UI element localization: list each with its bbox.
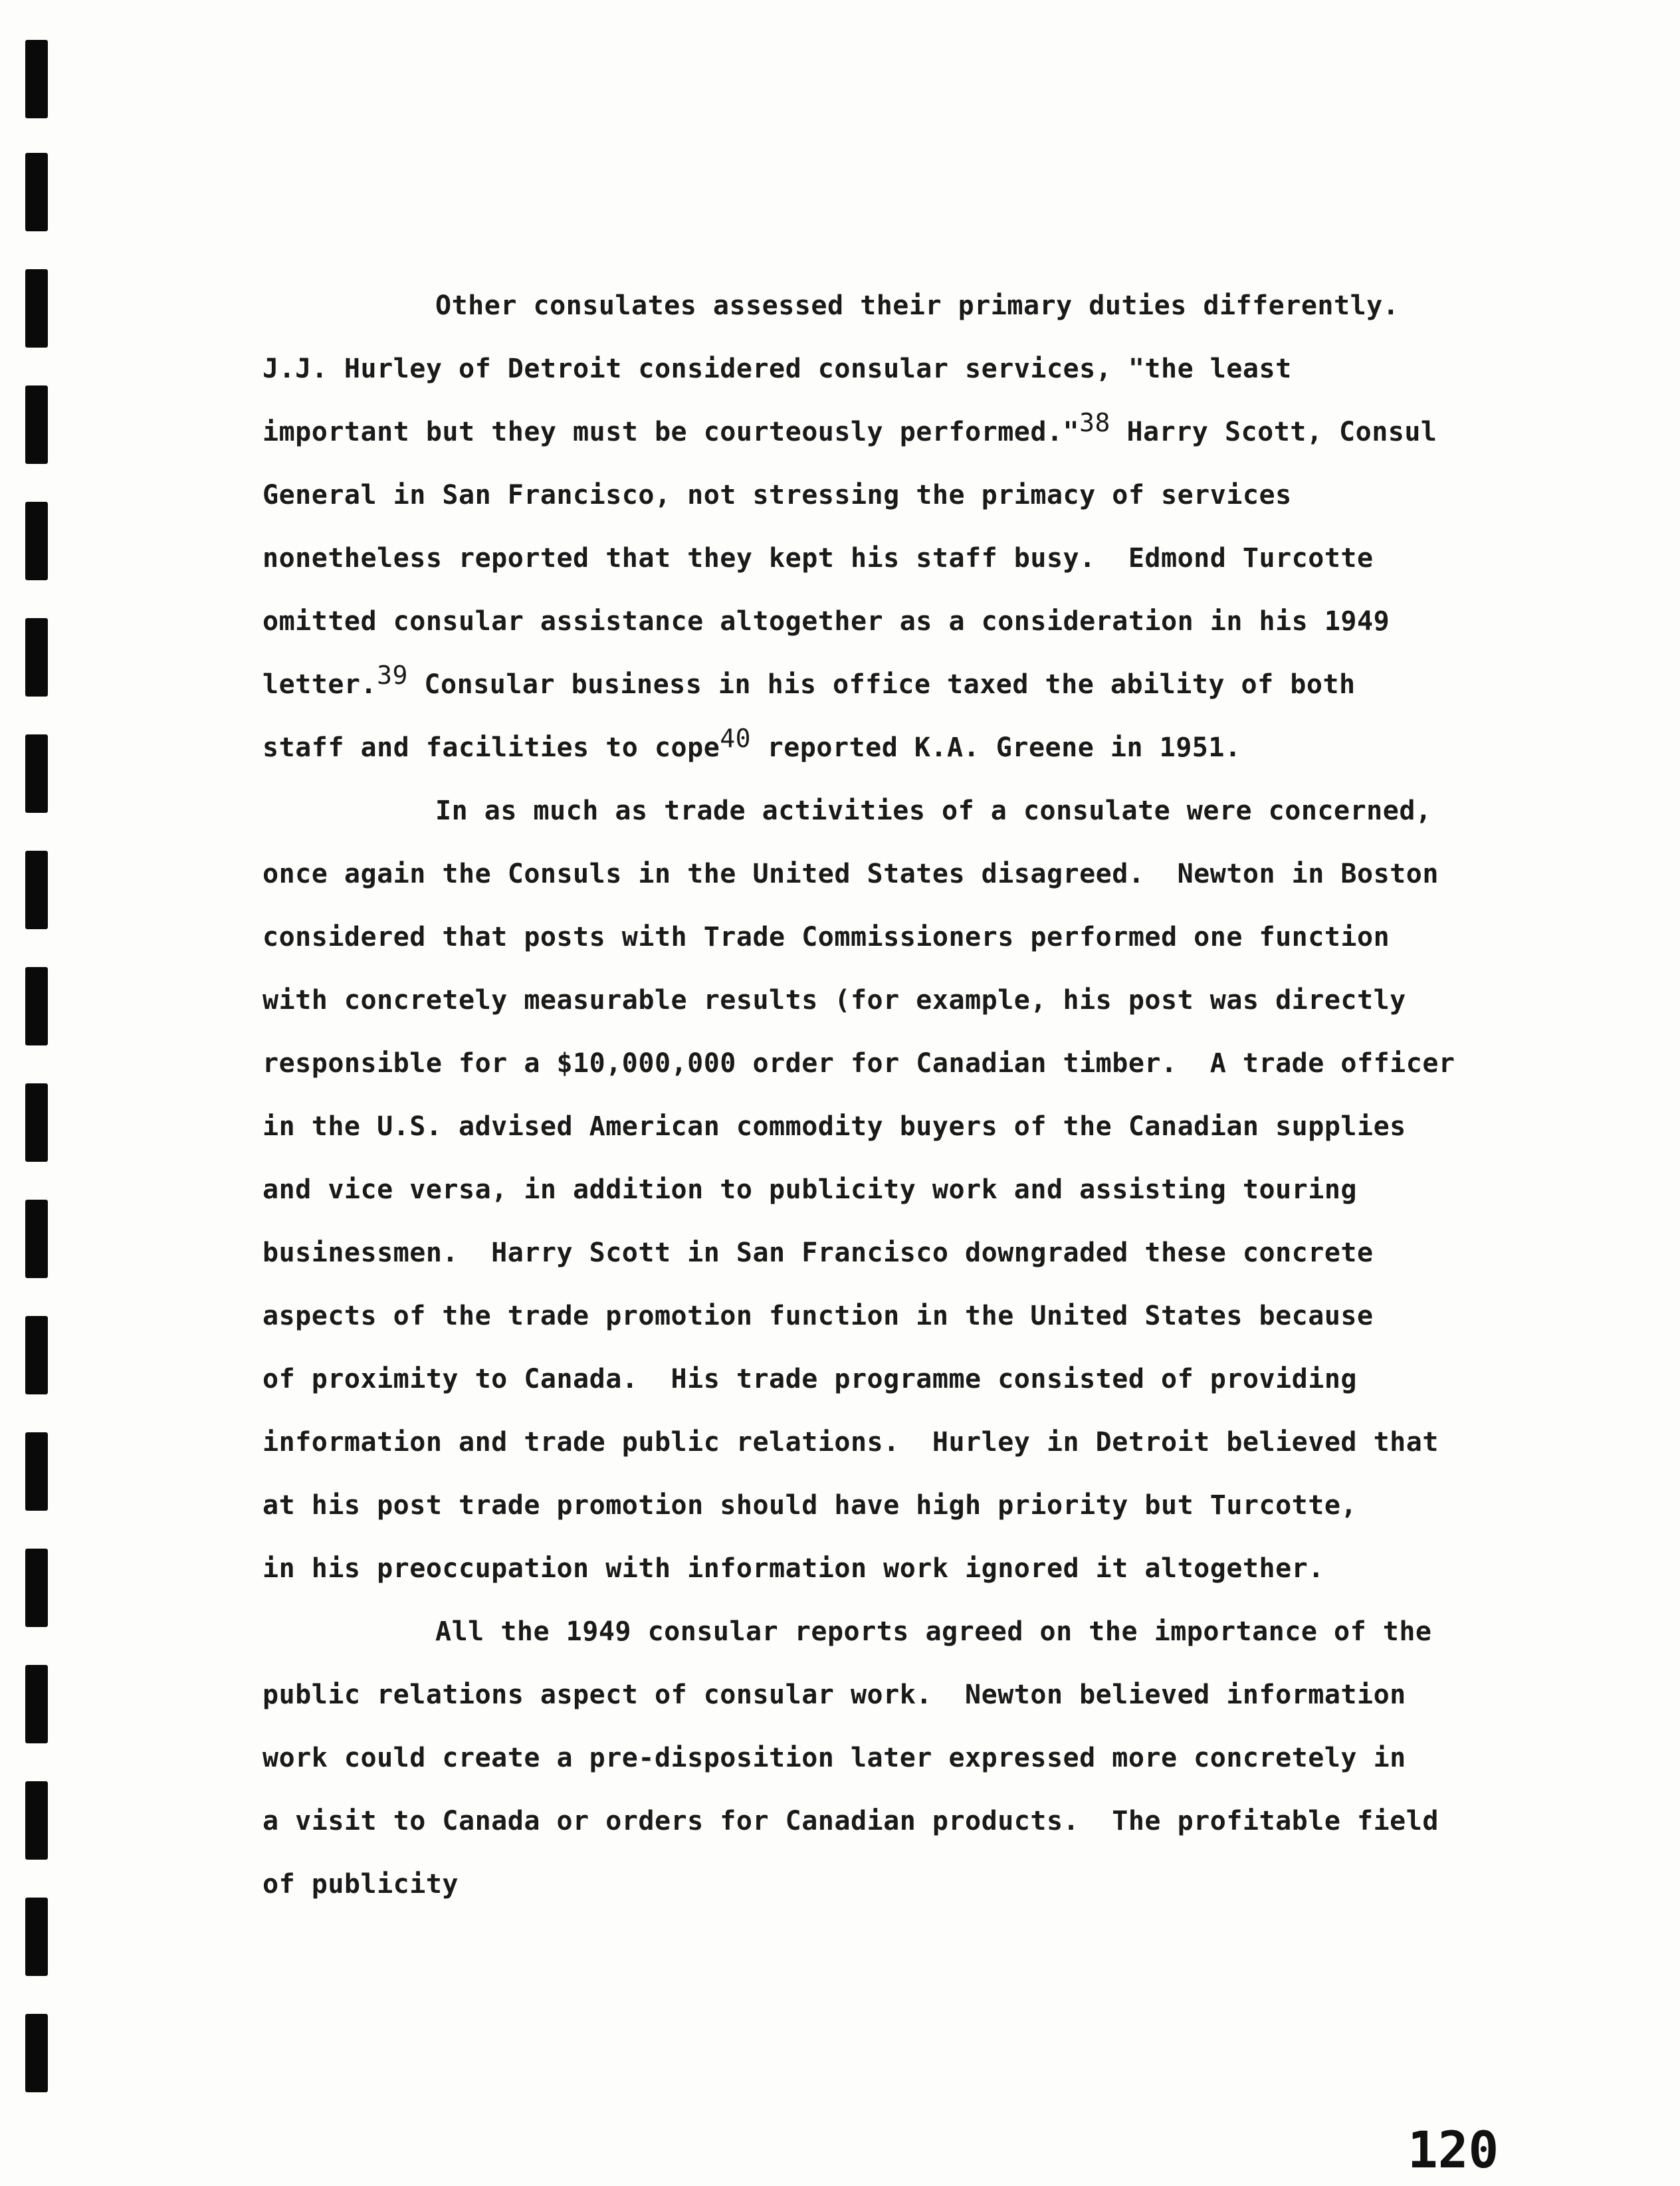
binding-mark	[25, 1898, 48, 1976]
text-line: General in San Francisco, not stressing the primacy of services	[262, 480, 1292, 510]
binding-mark	[25, 1549, 48, 1627]
binding-mark	[25, 1316, 48, 1394]
binding-mark	[25, 153, 48, 231]
text-line: All the 1949 consular reports agreed on the importance of the	[435, 1616, 1432, 1647]
text-line: information and trade public relations. Hurley in Detroit believed that	[262, 1427, 1439, 1458]
binding-mark	[25, 502, 48, 580]
text-line: once again the Consuls in the United States disagreed. Newton in Boston	[262, 859, 1439, 889]
text-line: and vice versa, in addition to publicity work and assisting touring	[262, 1174, 1357, 1205]
text-line: work could create a pre-disposition later expressed more concretely in	[262, 1743, 1406, 1773]
binding-mark	[25, 734, 48, 813]
binding-mark	[25, 1781, 48, 1860]
text-line: nonetheless reported that they kept his staff busy. Edmond Turcotte	[262, 543, 1374, 574]
text-line: responsible for a $10,000,000 order for Canadian timber. A trade officer	[262, 1048, 1455, 1079]
binding-mark	[25, 2014, 48, 2092]
binding-mark	[25, 1200, 48, 1278]
binding-mark	[25, 40, 48, 118]
text-line: important but they must be courteously performed."$^{38}$ Harry Scott, Consul	[262, 408, 1437, 447]
text-line: letter.$^{39}$ Consular business in his office taxed the ability of both	[262, 661, 1356, 700]
text-line: aspects of the trade promotion function in the United States because	[262, 1301, 1374, 1331]
page-number: 120	[1408, 2120, 1499, 2179]
binding-mark	[25, 851, 48, 929]
binding-mark	[25, 967, 48, 1045]
text-line: Other consulates assessed their primary duties differently.	[435, 290, 1400, 321]
text-line: of publicity	[262, 1869, 459, 1900]
text-line: J.J. Hurley of Detroit considered consular services, "the least	[262, 354, 1292, 384]
binding-mark	[25, 1083, 48, 1162]
binding-marks	[25, 40, 52, 2167]
text-line: public relations aspect of consular work. Newton believed information	[262, 1680, 1406, 1710]
footnote-ref: 39	[377, 661, 408, 690]
text-line: of proximity to Canada. His trade programme consisted of providing	[262, 1364, 1357, 1394]
binding-mark	[25, 1665, 48, 1743]
text-line: in the U.S. advised American commodity buyers of the Canadian supplies	[262, 1111, 1406, 1142]
text-line: in his preoccupation with information work ignored it altogether.	[262, 1553, 1324, 1584]
text-line: omitted consular assistance altogether as a consideration in his 1949	[262, 606, 1390, 637]
text-line: at his post trade promotion should have high priority but Turcotte,	[262, 1490, 1357, 1521]
footnote-ref: 40	[720, 724, 752, 753]
text-line: businessmen. Harry Scott in San Francisco downgraded these concrete	[262, 1238, 1374, 1268]
binding-mark	[25, 269, 48, 348]
text-line: staff and facilities to cope$^{40}$ reported K.A. Greene in 1951.	[262, 724, 1241, 763]
binding-mark	[25, 618, 48, 697]
text-line: a visit to Canada or orders for Canadian products. The profitable field	[262, 1806, 1439, 1836]
binding-mark	[25, 385, 48, 464]
binding-mark	[25, 1432, 48, 1511]
footnote-ref: 38	[1079, 408, 1110, 437]
text-line: considered that posts with Trade Commissioners performed one function	[262, 922, 1390, 952]
text-line: In as much as trade activities of a consulate were concerned,	[435, 796, 1432, 826]
text-line: with concretely measurable results (for example, his post was directly	[262, 985, 1406, 1016]
